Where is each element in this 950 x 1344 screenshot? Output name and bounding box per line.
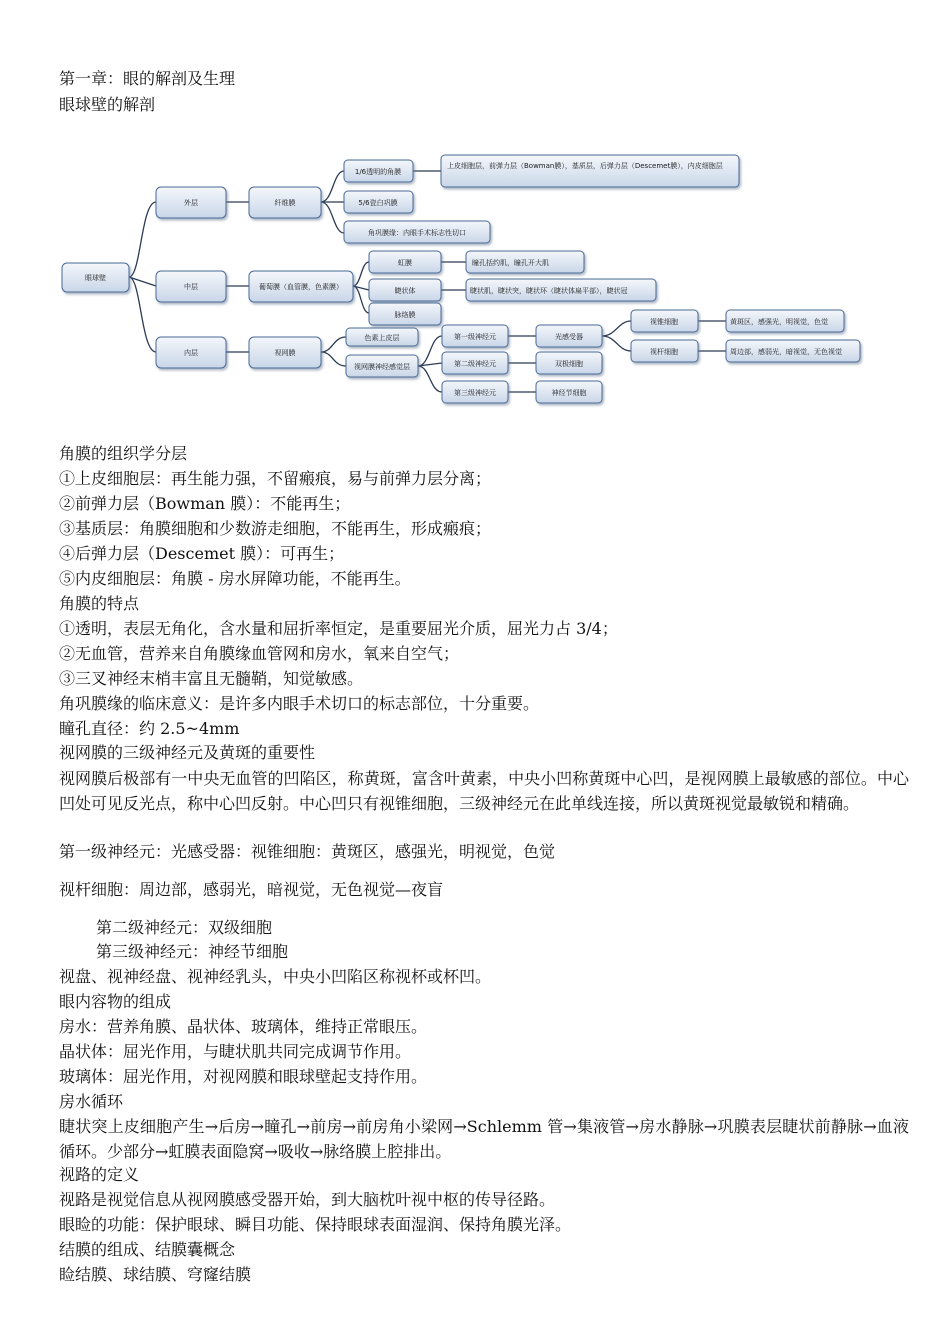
edge	[602, 321, 631, 336]
eyeball-wall-diagram	[56, 146, 876, 416]
edge	[129, 277, 156, 352]
node-root	[62, 263, 129, 292]
node-label: 上皮细胞层，前弹力层（Bowman膜），基质层，后弹力层（Descemet膜），内皮细胞层	[447, 162, 723, 170]
node-neuron-3	[442, 381, 508, 403]
node-rod-function	[726, 340, 860, 362]
node-label: 角巩膜缘：内眼手术标志性切口	[368, 229, 466, 237]
node-neuron-2	[442, 352, 508, 374]
text-line: ②前弹力层（Bowman 膜）：不能再生；	[59, 494, 351, 513]
diagram-nodes	[62, 155, 860, 403]
node-label: 眼球壁	[85, 274, 106, 282]
text-line: ④后弹力层（Descemet 膜）：可再生；	[59, 544, 345, 563]
node-rpe	[346, 328, 418, 346]
node-label: 周边部，感弱光，暗视觉，无色视觉	[730, 348, 842, 356]
node-neurosensory	[346, 355, 418, 377]
node-ciliary-parts	[466, 279, 656, 301]
text-line: 第一级神经元：光感受器：视锥细胞：黄斑区，感强光，明视觉，色觉	[59, 842, 556, 861]
text-line: ③三叉神经末梢丰富且无髓鞘，知觉敏感。	[59, 669, 364, 688]
node-photoreceptor	[536, 325, 602, 347]
node-label: 第一级神经元	[454, 333, 496, 341]
text-line: ⑤内皮细胞层：角膜 - 房水屏障功能，不能再生。	[59, 569, 411, 588]
heading-cornea-features: 角膜的特点	[59, 594, 140, 613]
node-label: 瞳孔括约肌，瞳孔开大肌	[472, 259, 549, 267]
paragraph-aqueous-circulation: 睫状突上皮细胞产生→后房→瞳孔→前房→前房角小梁网→Schlemm 管→集液管→房水静脉→巩膜表层睫状前静脉→血液循环。少部分→虹膜表面隐窝→吸收→脉络膜上腔排出。	[59, 1117, 909, 1161]
node-outer-layer	[156, 187, 226, 218]
node-iris	[369, 251, 441, 273]
text-line: 玻璃体：屈光作用，对视网膜和眼球壁起支持作用。	[59, 1067, 428, 1086]
node-middle-layer	[156, 271, 226, 302]
node-label: 色素上皮层	[364, 334, 400, 342]
node-label: 黄斑区，感强光，明视觉，色觉	[730, 318, 828, 326]
node-label: 视锥细胞	[650, 318, 678, 326]
heading-retina-neurons: 视网膜的三级神经元及黄斑的重要性	[59, 743, 316, 762]
node-uvea	[249, 271, 353, 302]
heading-conjunctiva: 结膜的组成、结膜囊概念	[59, 1240, 236, 1259]
node-label: 中层	[184, 283, 198, 291]
text-line: 瞳孔直径：约 2.5~4mm	[59, 719, 240, 738]
edge	[418, 336, 442, 366]
node-cone-cell	[631, 310, 698, 332]
node-sclera	[344, 191, 413, 213]
edge	[321, 202, 344, 233]
node-rod-cell	[631, 340, 698, 362]
node-label: 视杆细胞	[650, 348, 678, 356]
edge	[321, 171, 344, 202]
node-label: 5/6瓷白巩膜	[358, 199, 398, 207]
node-bipolar-cell	[536, 352, 602, 374]
text-line: 视盘、视神经盘、视神经乳头，中央小凹陷区称视杯或杯凹。	[59, 967, 492, 986]
node-cornea-layers	[441, 155, 739, 187]
node-label: 1/6透明的角膜	[354, 168, 402, 176]
node-label: 光感受器	[555, 333, 583, 341]
edge	[129, 202, 156, 277]
node-retina	[249, 337, 321, 368]
node-label: 视网膜神经感觉层	[354, 363, 410, 371]
node-label: 神经节细胞	[551, 389, 587, 397]
node-label: 内层	[184, 349, 198, 357]
text-line: 角巩膜缘的临床意义：是许多内眼手术切口的标志部位，十分重要。	[59, 694, 540, 713]
text-line: ③基质层：角膜细胞和少数游走细胞，不能再生，形成瘢痕；	[59, 519, 492, 538]
node-label: 纤维膜	[274, 199, 296, 207]
node-cornea	[344, 160, 413, 182]
node-fibrous-tunic	[249, 187, 321, 218]
edge	[321, 352, 346, 366]
node-ciliary-body	[369, 279, 441, 301]
node-ganglion-cell	[536, 381, 602, 403]
node-cone-function	[726, 310, 844, 332]
heading-aqueous-circulation: 房水循环	[59, 1092, 124, 1111]
text-line: 晶状体：屈光作用，与睫状肌共同完成调节作用。	[59, 1042, 412, 1061]
node-label: 视网膜	[274, 349, 296, 357]
node-label: 睫状肌，睫状突，睫状环（睫状体扁平部），睫状冠	[470, 287, 628, 295]
heading-cornea-histology: 角膜的组织学分层	[59, 444, 188, 463]
heading-visual-pathway: 视路的定义	[59, 1165, 140, 1184]
node-limbus	[344, 221, 490, 243]
edge	[321, 337, 346, 352]
text-line: ①上皮细胞层：再生能力强，不留瘢痕，易与前弹力层分离；	[59, 469, 492, 488]
node-neuron-1	[442, 325, 508, 347]
text-line: 眼睑的功能：保护眼球、瞬目功能、保持眼球表面湿润、保持角膜光泽。	[59, 1215, 572, 1234]
text-line: 第三级神经元：神经节细胞	[96, 942, 289, 961]
node-label: 双极细胞	[555, 360, 583, 368]
node-label: 外层	[184, 199, 198, 207]
text-line: 第二级神经元：双级细胞	[96, 918, 273, 937]
text-line: ①透明，表层无角化，含水量和屈折率恒定，是重要屈光介质，屈光力占 3/4；	[59, 619, 618, 638]
node-label: 第三级神经元	[454, 389, 496, 397]
paragraph-macula: 视网膜后极部有一中央无血管的凹陷区，称黄斑，富含叶黄素，中央小凹称黄斑中心凹，是视网膜上最敏感的部位。中心凹处可见反光点，称中心凹反射。中心凹只有视锥细胞，三级神经元在此单线连接，所以黄斑视觉最敏锐和精确。	[59, 769, 909, 813]
heading-eye-contents: 眼内容物的组成	[59, 992, 172, 1011]
node-label: 虹膜	[398, 259, 412, 267]
text-line: 视杆细胞：周边部，感弱光，暗视觉，无色视觉—夜盲	[59, 880, 444, 899]
node-iris-muscles	[466, 251, 584, 273]
node-choroid	[369, 303, 441, 325]
node-label: 睫状体	[394, 287, 416, 295]
node-inner-layer	[156, 337, 226, 368]
section-title: 眼球壁的解剖	[59, 95, 156, 114]
edge	[418, 366, 442, 392]
node-label: 脉络膜	[394, 311, 416, 319]
text-line: 房水：营养角膜、晶状体、玻璃体，维持正常眼压。	[59, 1017, 428, 1036]
node-label: 葡萄膜（血管膜，色素膜）	[259, 283, 343, 291]
text-line: 视路是视觉信息从视网膜感受器开始，到大脑枕叶视中枢的传导径路。	[59, 1190, 556, 1209]
chapter-title: 第一章：眼的解剖及生理	[59, 69, 236, 88]
text-line: 睑结膜、球结膜、穹窿结膜	[59, 1265, 252, 1284]
node-label: 第二级神经元	[454, 360, 496, 368]
edge	[353, 262, 369, 286]
edge	[602, 336, 631, 351]
text-line: ②无血管，营养来自角膜缘血管网和房水，氧来自空气；	[59, 644, 460, 663]
